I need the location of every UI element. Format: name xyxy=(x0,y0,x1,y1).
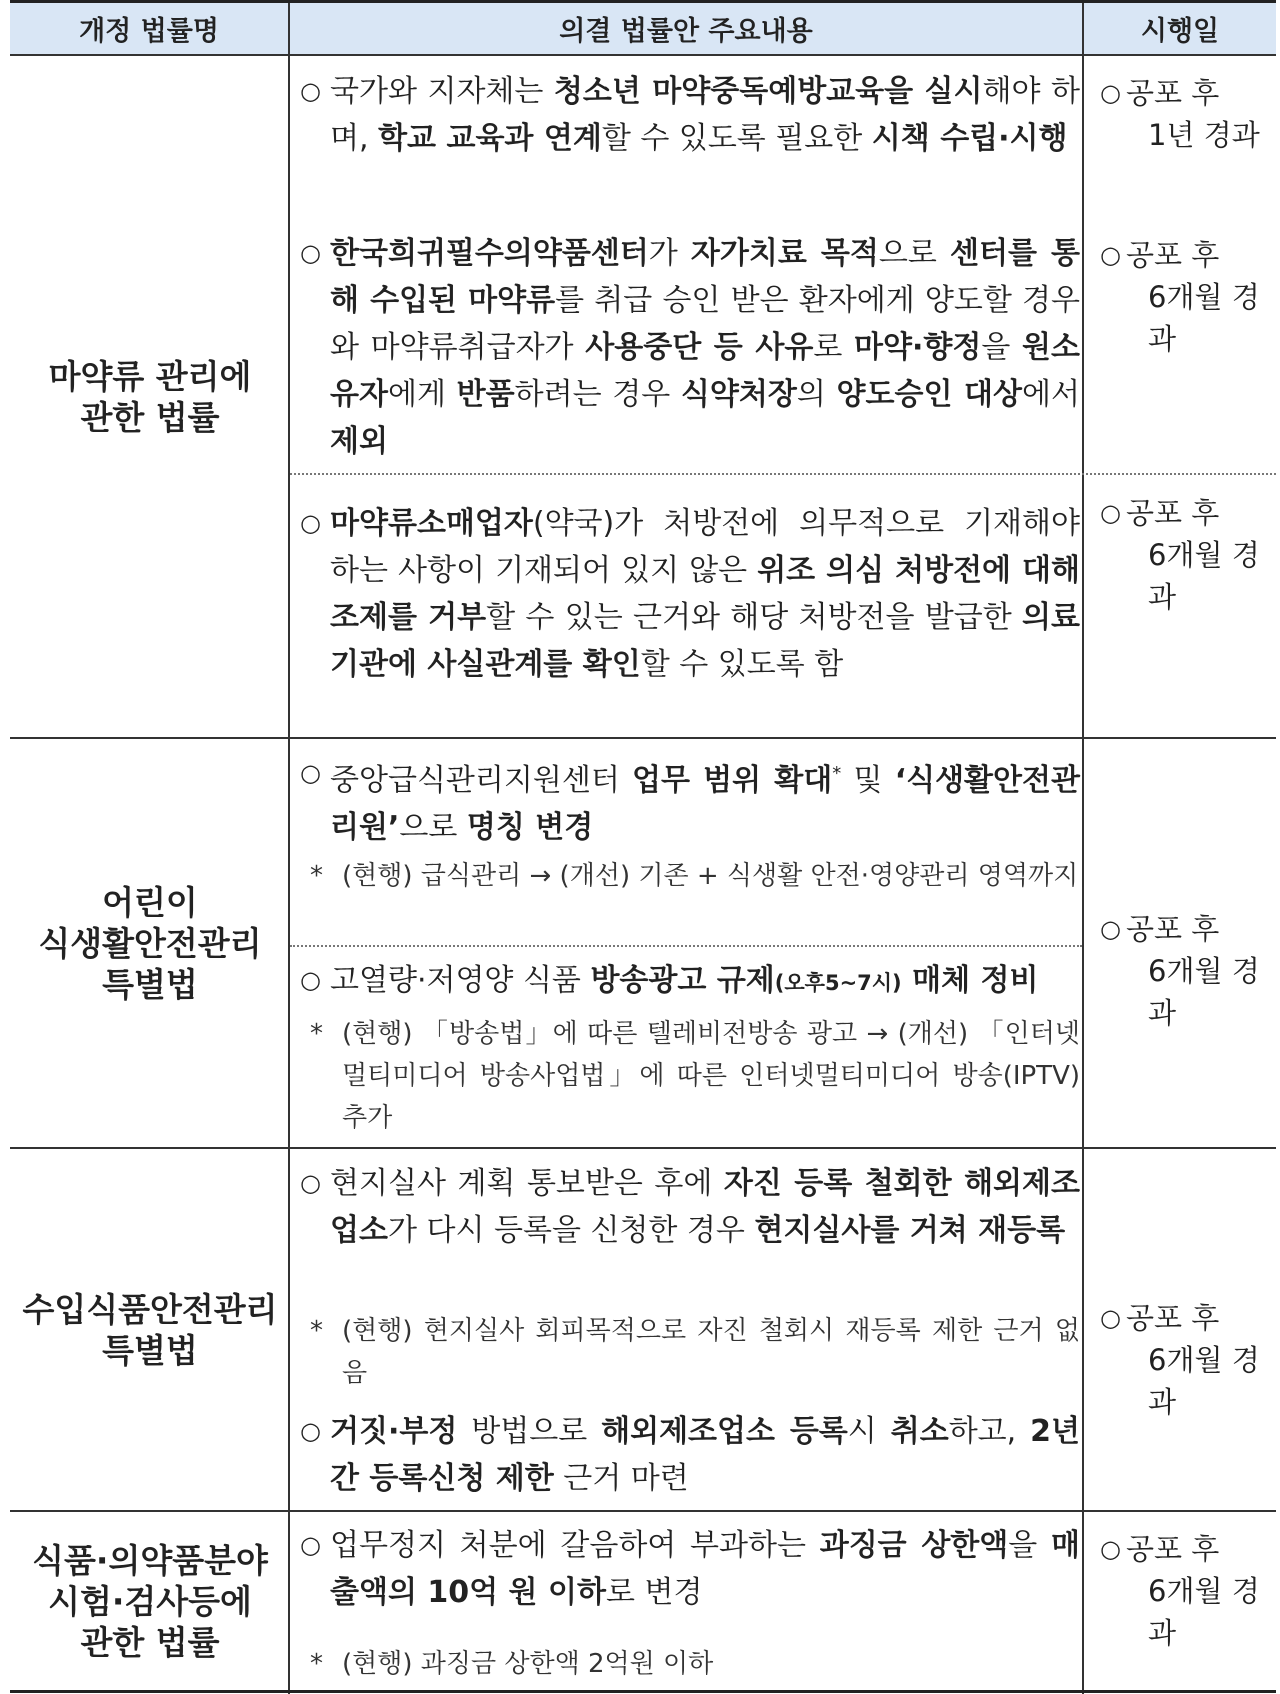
text-run: 으로 xyxy=(878,236,950,271)
date-line: 6개월 경과 xyxy=(1148,538,1260,614)
item-text xyxy=(330,1528,1080,1610)
circle-bullet-icon: ○ xyxy=(300,759,321,787)
circle-bullet-icon: ○ xyxy=(300,239,321,267)
footnote-text: (현행) 현지실사 회피목적으로 자진 철회시 재등록 제한 근거 없음 xyxy=(342,1316,1080,1388)
table-bottom-border xyxy=(10,1690,1276,1693)
emphasized-text: 명칭 변경 xyxy=(466,810,594,845)
law-name-drug xyxy=(12,56,288,737)
text-run: 가 다시 등록을 신청한 경우 xyxy=(387,1213,755,1248)
content-item xyxy=(300,957,1080,1007)
sub-row-divider xyxy=(290,473,1276,475)
emphasized-text: 청소년 마약중독예방교육을 실시 xyxy=(553,74,983,109)
date-line: 1년 경과 xyxy=(1148,118,1260,152)
circle-bullet-icon: ○ xyxy=(1100,499,1121,527)
emphasized-text: 2년간 등록신청 제한 xyxy=(330,1414,1080,1496)
content-item xyxy=(300,750,1080,851)
item-text xyxy=(330,236,1080,459)
emphasized-text: 자진 등록 철회한 해외제조업소 xyxy=(330,1166,1080,1248)
law-name-food-drug-testing xyxy=(12,1512,288,1690)
emphasized-text: 위조 의심 처방전에 대해 조제를 거부 xyxy=(330,553,1080,635)
text-run: 하고, xyxy=(948,1414,1031,1449)
emphasized-text: 반품 xyxy=(456,377,515,412)
circle-bullet-icon: ○ xyxy=(300,509,321,537)
circle-bullet-icon: ○ xyxy=(1100,1304,1121,1332)
date-line: 6개월 경과 xyxy=(1148,1343,1260,1419)
law-name-line: 마약류 관리에 xyxy=(48,356,252,396)
emphasized-text: 제외 xyxy=(330,424,388,459)
circle-bullet-icon: ○ xyxy=(300,1531,321,1559)
item-text xyxy=(330,1414,1080,1496)
date-line: 공포 후 xyxy=(1126,1532,1220,1566)
law-name-line: 특별법 xyxy=(102,964,198,1004)
sub-row-divider xyxy=(290,945,1082,947)
text-run: 현지실사 계획 통보받은 후에 xyxy=(330,1166,724,1201)
law-name-line: 어린이 xyxy=(102,882,198,922)
column-divider xyxy=(1082,0,1084,1694)
circle-bullet-icon: ○ xyxy=(1100,241,1121,269)
text-run: (약국)가 처방전에 의무적으로 기재해야 하는 사항이 기재되어 있지 않은 xyxy=(330,506,1080,588)
law-name-imported-food xyxy=(12,1149,288,1510)
text-run: 중앙급식관리지원센터 xyxy=(330,763,633,798)
emphasized-text: 사용중단 등 사유 xyxy=(585,330,814,365)
asterisk-icon: * xyxy=(310,1316,323,1346)
law-name-line: 식생활안전관리 xyxy=(38,923,262,963)
date-line: 공포 후 xyxy=(1126,1301,1220,1335)
text-run: * xyxy=(832,763,842,784)
text-run: 근거 마련 xyxy=(553,1461,689,1496)
content-item xyxy=(300,68,1080,162)
footnote xyxy=(300,855,1080,897)
emphasized-text: 방송광고 규제 xyxy=(590,963,775,998)
emphasized-text: 매출액의 10억 원 이하 xyxy=(330,1528,1080,1610)
footnote xyxy=(300,1310,1080,1394)
circle-bullet-icon: ○ xyxy=(1100,1535,1121,1563)
law-name-line: 식품·의약품분야 xyxy=(32,1540,268,1580)
emphasized-text: 마약·향정 xyxy=(854,330,982,365)
text-run: 고열량·저영양 식품 xyxy=(330,963,591,998)
date-line: 6개월 경과 xyxy=(1148,1574,1260,1650)
date-line: 공포 후 xyxy=(1126,238,1220,272)
emphasized-text: 양도승인 대상 xyxy=(836,377,1023,412)
circle-bullet-icon: ○ xyxy=(300,966,321,994)
column-divider xyxy=(288,0,290,1694)
effective-date xyxy=(1098,492,1278,618)
emphasized-text: (오후5~7시) xyxy=(774,971,902,995)
text-run: 를 취급 승인 받은 환자에게 양도할 경우와 마약류취급자가 xyxy=(330,283,1080,365)
content-item xyxy=(300,500,1080,688)
effective-date xyxy=(1098,72,1278,156)
footnote-text: (현행) 급식관리 → (개선) 기존 + 식생활 안전·영양관리 영역까지 xyxy=(342,861,1079,891)
emphasized-text: 매체 정비 xyxy=(901,963,1039,998)
law-name-line: 시험·검사등에 xyxy=(48,1581,252,1621)
text-run: 국가와 지자체는 xyxy=(330,74,554,109)
text-run: 으로 xyxy=(399,810,467,845)
emphasized-text: 자가치료 목적 xyxy=(690,236,879,271)
asterisk-icon: * xyxy=(310,861,323,891)
emphasized-text: 식약처장 xyxy=(680,377,797,412)
text-run: 업무정지 처분에 갈음하여 부과하는 xyxy=(330,1528,820,1563)
emphasized-text: 원소유자 xyxy=(330,330,1080,412)
text-run: 에서 xyxy=(1022,377,1080,412)
item-text xyxy=(330,963,1038,998)
content-item xyxy=(300,230,1080,465)
emphasized-text: 마약류소매업자 xyxy=(330,506,533,541)
emphasized-text: 의료기관에 사실관계를 확인 xyxy=(330,600,1080,682)
text-run: 하려는 경우 xyxy=(514,377,681,412)
circle-bullet-icon: ○ xyxy=(300,1417,321,1445)
emphasized-text: 과징금 상한액 xyxy=(819,1528,1009,1563)
emphasized-text: 학교 교육과 연계 xyxy=(378,121,602,156)
text-run: 해야 하며, xyxy=(330,74,1081,156)
text-run: 에게 xyxy=(387,377,457,412)
emphasized-text: 시책 수립·시행 xyxy=(871,121,1068,156)
date-line: 6개월 경과 xyxy=(1148,280,1260,356)
date-line: 공포 후 xyxy=(1126,496,1220,530)
text-run: 할 수 있는 근거와 해당 처방전을 발급한 xyxy=(486,600,1023,635)
item-text xyxy=(330,506,1080,682)
law-name-line: 관한 법률 xyxy=(80,397,220,437)
asterisk-icon: * xyxy=(310,1019,323,1049)
effective-date xyxy=(1098,234,1278,360)
emphasized-text: 업무 범위 확대 xyxy=(632,763,833,798)
footnote xyxy=(300,1013,1080,1139)
effective-date xyxy=(1098,1297,1278,1423)
header-main-content: 의결 법률안 주요내용 xyxy=(290,0,1082,56)
text-run: 시 xyxy=(847,1414,891,1449)
emphasized-text: ‘식생활안전관리원’ xyxy=(330,763,1080,845)
effective-date xyxy=(1098,1528,1278,1654)
date-line: 6개월 경과 xyxy=(1148,954,1260,1030)
emphasized-text: 취소 xyxy=(890,1414,949,1449)
emphasized-text: 해외제조업소 등록 xyxy=(601,1414,848,1449)
law-name-child-diet xyxy=(12,739,288,1147)
item-text xyxy=(330,763,1080,845)
text-run: 로 xyxy=(813,330,855,365)
emphasized-text: 현지실사를 거쳐 재등록 xyxy=(754,1213,1066,1248)
text-run: 을 xyxy=(981,330,1023,365)
text-run: 가 xyxy=(648,236,691,271)
circle-bullet-icon: ○ xyxy=(1100,79,1121,107)
footnote-text: (현행) 「방송법」에 따른 텔레비전방송 광고 → (개선) 「인터넷 멀티미디어 방송사업법」에 따른 인터넷멀티미디어 방송(IPTV) 추가 xyxy=(342,1019,1080,1133)
content-item xyxy=(300,1160,1080,1254)
text-run: 및 xyxy=(841,763,895,798)
item-text xyxy=(330,1166,1080,1248)
emphasized-text: 거짓·부정 xyxy=(330,1414,458,1449)
footnote-text: (현행) 과징금 상한액 2억원 이하 xyxy=(342,1649,714,1679)
emphasized-text: 센터를 통해 수입된 마약류 xyxy=(330,236,1080,318)
header-law-name: 개정 법률명 xyxy=(10,0,288,56)
date-line: 공포 후 xyxy=(1126,912,1220,946)
table-top-border xyxy=(10,0,1276,3)
text-run: 로 변경 xyxy=(605,1575,703,1610)
asterisk-icon: * xyxy=(310,1649,323,1679)
circle-bullet-icon: ○ xyxy=(300,77,321,105)
circle-bullet-icon: ○ xyxy=(1100,915,1121,943)
law-name-line: 관한 법률 xyxy=(80,1622,220,1662)
date-line: 공포 후 xyxy=(1126,76,1220,110)
text-run: 을 xyxy=(1008,1528,1051,1563)
content-item xyxy=(300,1522,1080,1616)
law-name-line: 수입식품안전관리 xyxy=(22,1289,278,1329)
law-name-line: 특별법 xyxy=(102,1330,198,1370)
header-effective-date: 시행일 xyxy=(1084,0,1276,56)
text-run: 할 수 있도록 필요한 xyxy=(601,121,872,156)
text-run: 의 xyxy=(796,377,837,412)
emphasized-text: 한국희귀필수의약품센터 xyxy=(330,236,649,271)
footnote xyxy=(300,1643,1080,1685)
content-item xyxy=(300,1408,1080,1502)
item-text xyxy=(330,74,1080,156)
circle-bullet-icon: ○ xyxy=(300,1169,321,1197)
effective-date xyxy=(1098,908,1278,1034)
text-run: 할 수 있도록 함 xyxy=(640,647,844,682)
text-run: 방법으로 xyxy=(457,1414,602,1449)
